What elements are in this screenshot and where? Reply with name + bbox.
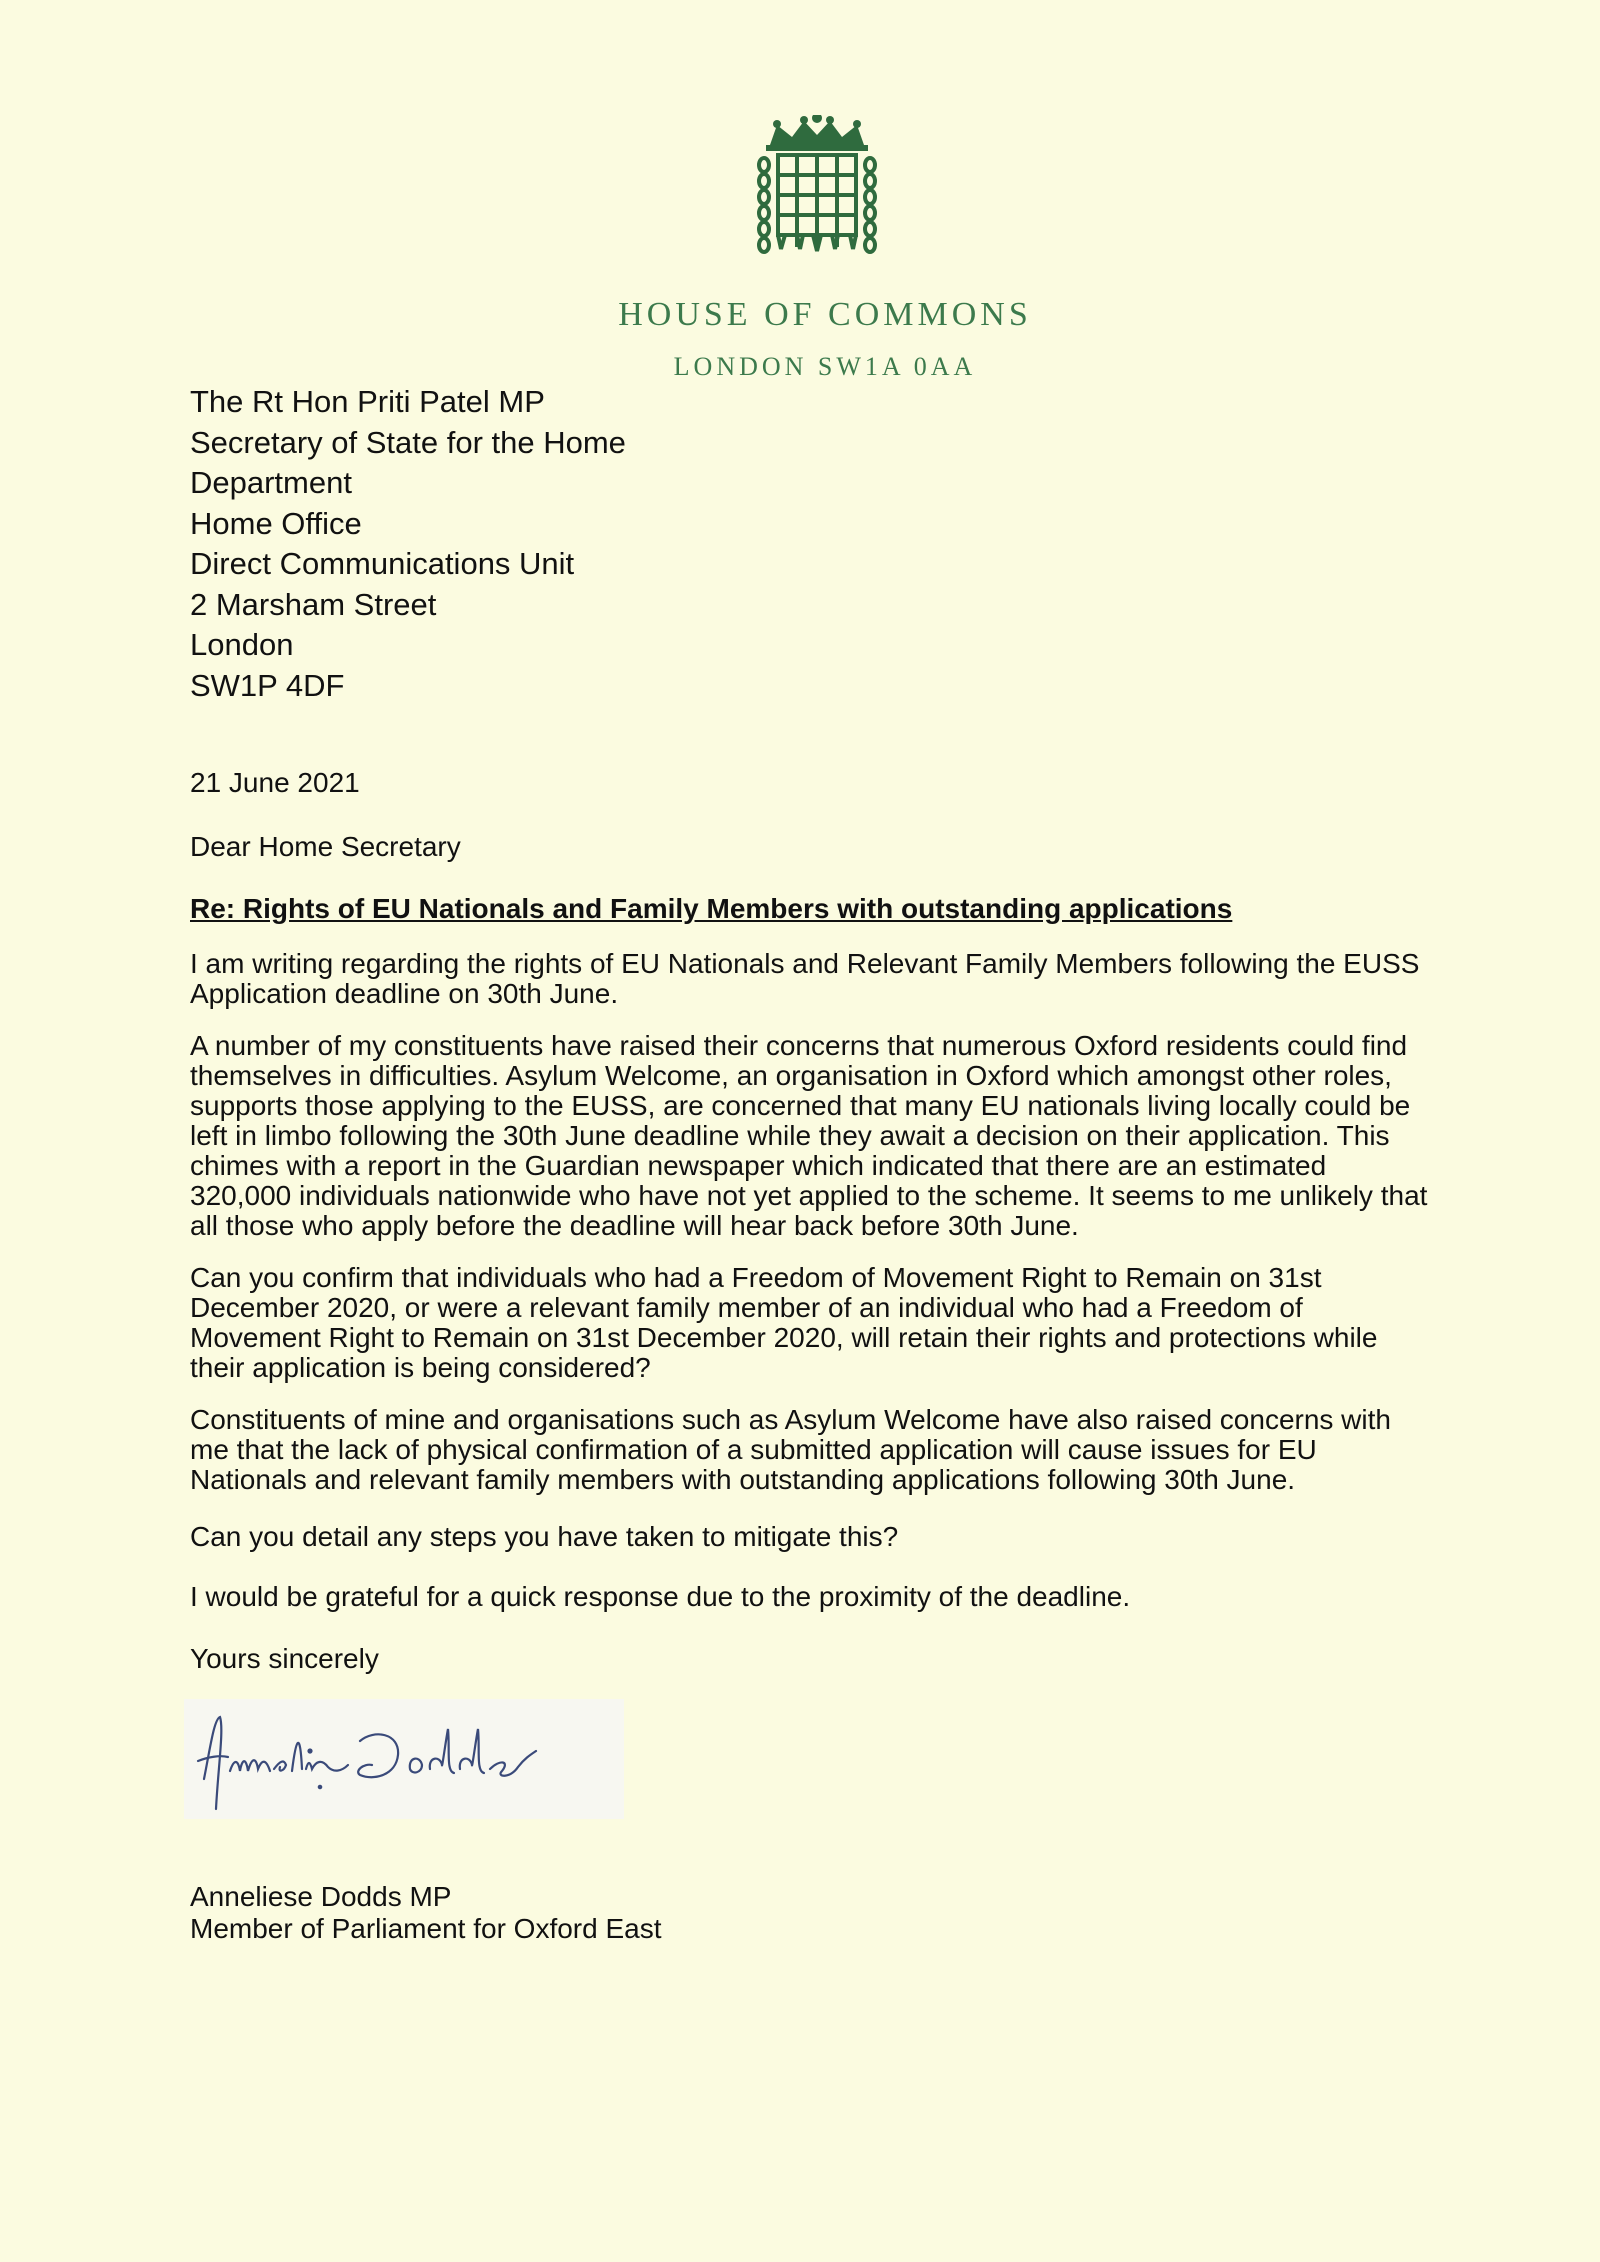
recipient-line: Direct Communications Unit [190,546,575,581]
recipient-line: SW1P 4DF [190,667,345,703]
recipient-address [190,382,626,706]
salutation: Dear Home Secretary [190,831,461,862]
recipient-line: 2 Marsham Street [190,586,437,622]
handwritten-signature [184,1699,624,1819]
recipient-line: London [190,627,294,662]
recipient-line: Secretary of State for the Home [190,424,626,460]
sender-title: Member of Parliament for Oxford East [190,1913,662,1944]
paragraph: I would be grateful for a quick response due to the proximity of the deadline. [190,1581,1131,1612]
portcullis-icon [752,115,882,260]
paragraph: Constituents of mine and organisations such as Asylum Welcome have also raised concerns with me that the lack of physical confirmation of a submitted application will cause issues for EU Nationals and relevant family members with outstanding applications following 30th June. [190,1404,1391,1495]
recipient-line: Home Office [190,505,362,541]
subject-line: Re: Rights of EU Nationals and Family Members with outstanding applications [190,893,1233,924]
paragraph: Can you confirm that individuals who had a Freedom of Movement Right to Remain on 31st December 2020, or were a relevant family member of an individual who had a Freedom of Movement Right to Remain on 31st December 2020, will retain their rights and protections while their application is being considered? [190,1262,1378,1383]
letter-body [190,765,1430,1945]
letterhead-organisation: HOUSE OF COMMONS [618,296,1032,333]
sender-name: Anneliese Dodds MP [190,1881,452,1912]
paragraph: Can you detail any steps you have taken to mitigate this? [190,1521,899,1552]
recipient-line: Department [190,465,352,500]
letter-date: 21 June 2021 [190,767,360,798]
closing: Yours sincerely [190,1643,379,1674]
paragraph: I am writing regarding the rights of EU Nationals and Relevant Family Members following the EUSS Application deadline on 30th June. [190,948,1420,1009]
letterhead-address: LONDON SW1A 0AA [673,352,977,381]
paragraph: A number of my constituents have raised their concerns that numerous Oxford residents could find themselves in difficulties. Asylum Welcome, an organisation in Oxford which amongst other roles, supports those applying to the EUSS, are concerned that many EU nationals living locally could be left in limbo following the 30th June deadline while they await a decision on their application. This chimes with a report in the Guardian newspaper which indicated that there are an estimated 320,000 individuals nationwide who have not yet applied to the scheme. It seems to me unlikely that all those who apply before the deadline will hear back before 30th June. [190,1030,1428,1241]
recipient-line: The Rt Hon Priti Patel MP [190,384,545,419]
